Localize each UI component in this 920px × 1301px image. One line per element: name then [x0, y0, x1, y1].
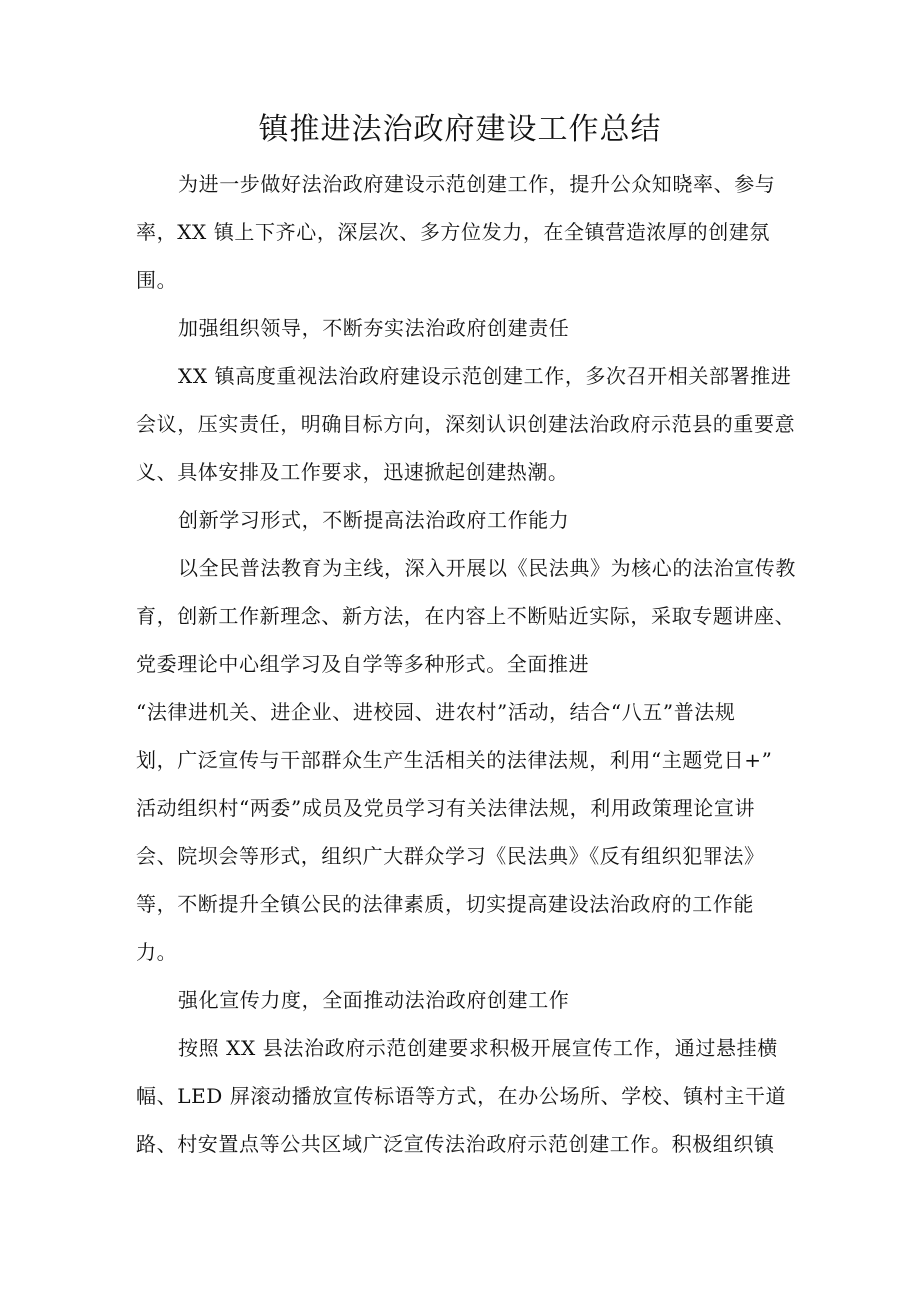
paragraph-line: 义、具体安排及工作要求，迅速掀起创建热潮。: [136, 460, 569, 484]
paragraph-line: 会、院坝会等形式，组织广大群众学习《民法典》《反有组织犯罪法》: [136, 844, 765, 868]
paragraph-line: 为进一步做好法治政府建设示范创建工作，提升公众知晓率、参与: [178, 172, 776, 196]
paragraph-line: 党委理论中心组学习及自学等多种形式。全面推进: [136, 652, 590, 676]
paragraph-line: “法律进机关、进企业、进校园、进农村”活动，结合“八五”普法规: [136, 700, 736, 724]
document-title: 镇推进法治政府建设工作总结: [258, 112, 662, 147]
paragraph-line: 围。: [136, 268, 178, 292]
paragraph-line: 会议，压实责任，明确目标方向，深刻认识创建法治政府示范县的重要意: [136, 412, 796, 436]
section-heading: 加强组织领导，不断夯实法治政府创建责任: [178, 316, 570, 340]
paragraph-line: 幅、LED 屏滚动播放宣传标语等方式，在办公场所、学校、镇村主干道: [136, 1084, 787, 1108]
paragraph-line: 等，不断提升全镇公民的法律素质，切实提高建设法治政府的工作能: [136, 892, 754, 916]
section-heading: 创新学习形式，不断提高法治政府工作能力: [178, 508, 570, 532]
paragraph-line: 划，广泛宣传与干部群众生产生活相关的法律法规，利用“主题党日+”: [136, 748, 773, 772]
paragraph-line: 路、村安置点等公共区域广泛宣传法治政府示范创建工作。积极组织镇: [136, 1132, 775, 1156]
paragraph-line: 活动组织村“两委”成员及党员学习有关法律法规，利用政策理论宣讲: [136, 796, 756, 820]
paragraph-line: 力。: [136, 940, 178, 964]
paragraph-line: 育，创新工作新理念、新方法，在内容上不断贴近实际，采取专题讲座、: [136, 604, 796, 628]
paragraph-line: 按照 XX 县法治政府示范创建要求积极开展宣传工作，通过悬挂横: [178, 1036, 778, 1060]
paragraph-line: 率，XX 镇上下齐心，深层次、多方位发力，在全镇营造浓厚的创建氛: [136, 220, 771, 244]
section-heading: 强化宣传力度，全面推动法治政府创建工作: [178, 988, 570, 1012]
paragraph-line: XX 镇高度重视法治政府建设示范创建工作，多次召开相关部署推进: [178, 364, 792, 388]
paragraph-line: 以全民普法教育为主线，深入开展以《民法典》为核心的法治宣传教: [178, 556, 796, 580]
